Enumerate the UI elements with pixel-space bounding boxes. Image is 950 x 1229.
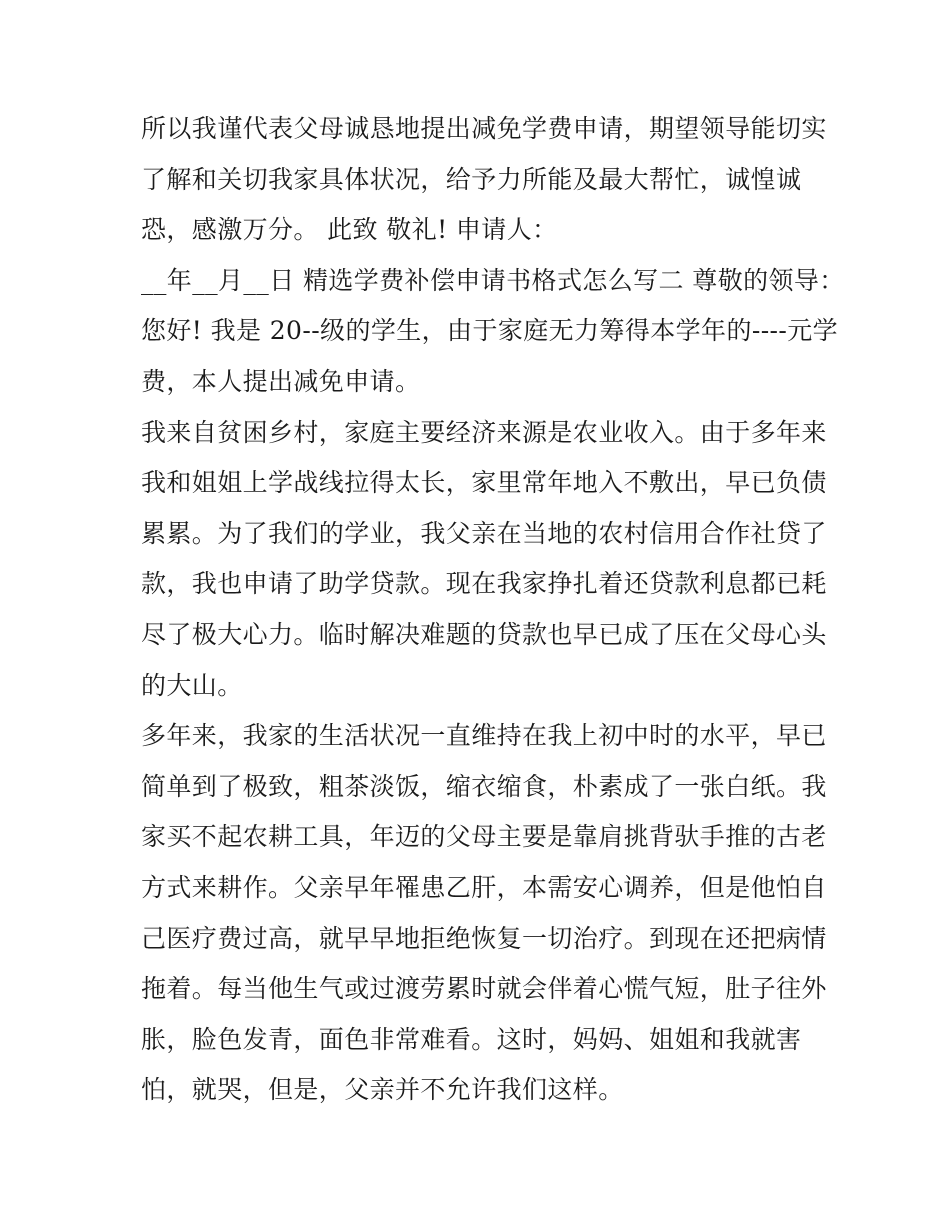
text-line: 多年来，我家的生活状况一直维持在我上初中时的水平，早已 [141,721,827,751]
text-line: 费，本人提出减免申请。 [141,366,421,396]
text-line: 了解和关切我家具体状况，给予力所能及最大帮忙，诚惶诚 [141,164,802,194]
text-line: 拖着。每当他生气或过渡劳累时就会伴着心慌气短，肚子往外 [141,974,827,1004]
text-line: 所以我谨代表父母诚恳地提出减免学费申请，期望领导能切实 [141,114,827,143]
text-line: 恐，感激万分。 此致 敬礼! 申请人： [141,215,558,245]
document-body [141,104,845,1116]
text-line: 的大山。 [141,670,243,700]
text-line: __年__月__日 精选学费补偿申请书格式怎么写二 尊敬的领导： [141,265,845,295]
text-line: 简单到了极致，粗茶淡饭，缩衣缩食，朴素成了一张白纸。我 [141,771,827,801]
text-line: 我来自贫困乡村，家庭主要经济来源是农业收入。由于多年来 [141,417,827,447]
text-line: 己医疗费过高，就早早地拒绝恢复一切治疗。到现在还把病情 [141,923,827,953]
text-line: 怕，就哭，但是，父亲并不允许我们这样。 [141,1075,624,1105]
text-line: 我和姐姐上学战线拉得太长，家里常年地入不敷出，早已负债 [141,468,827,498]
text-line: 款，我也申请了助学贷款。现在我家挣扎着还贷款利息都已耗 [141,569,827,599]
text-line: 累累。为了我们的学业，我父亲在当地的农村信用合作社贷了 [141,518,827,548]
text-line: 家买不起农耕工具，年迈的父母主要是靠肩挑背驮手推的古老 [141,822,827,852]
text-line: 方式来耕作。父亲早年罹患乙肝，本需安心调养，但是他怕自 [141,872,827,902]
text-line: 您好! 我是 20--级的学生，由于家庭无力筹得本学年的----元学 [141,316,839,346]
text-line: 胀，脸色发青，面色非常难看。这时，妈妈、姐姐和我就害 [141,1024,802,1054]
text-line: 尽了极大心力。临时解决难题的贷款也早已成了压在父母心头 [141,619,827,649]
